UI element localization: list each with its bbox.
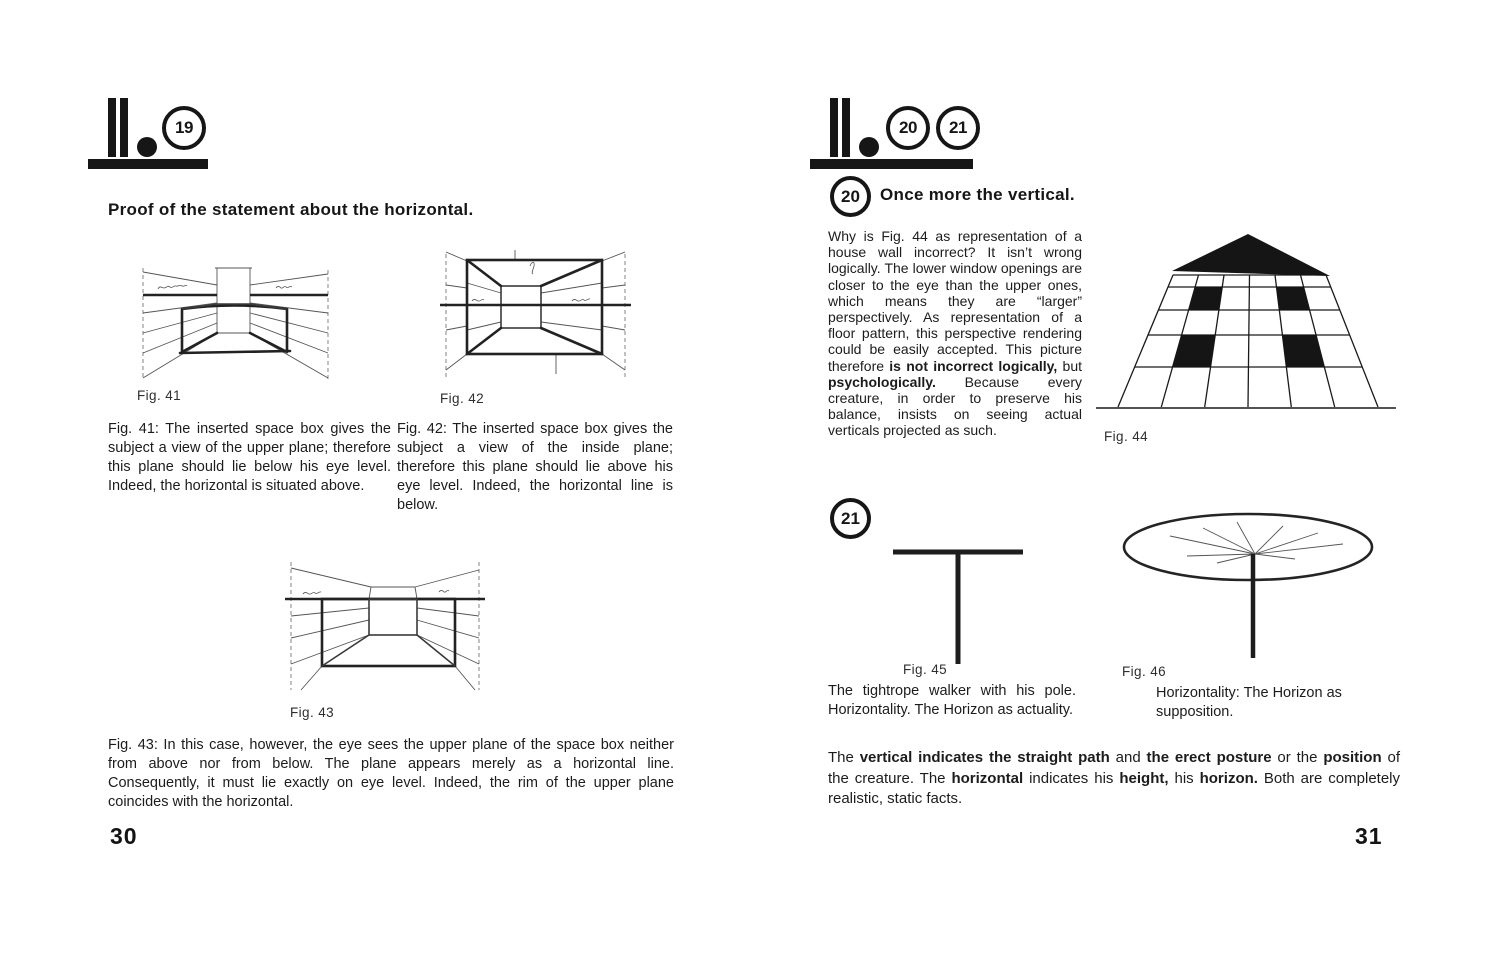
fig44-figure xyxy=(1096,228,1398,445)
page-heading: Proof of the statement about the horizontal. xyxy=(108,200,474,219)
chapter-logo-right xyxy=(810,95,1020,175)
page-number-right: 31 xyxy=(1355,823,1383,849)
section-number-badge xyxy=(886,106,930,150)
section-number-badge xyxy=(162,106,206,150)
chapter-logo-left xyxy=(88,95,298,175)
fig44-drawing xyxy=(1096,228,1396,420)
fig42-caption: Fig. 42: The inserted space box gives the subject a view of the inside plane; therefore this plane should lie above his eye level. Indeed, the horizontal line is below. xyxy=(397,421,673,513)
section-20-heading: Once more the vertical. xyxy=(880,185,1075,204)
fig43-drawing xyxy=(283,558,488,698)
fig41-caption: Fig. 41: The inserted space box gives the subject a view of the upper plane; therefore this plane should lie below his eye level. Indeed, the horizontal is situated above. xyxy=(108,421,391,494)
fig42-drawing xyxy=(438,248,633,388)
fig44-label: Fig. 44 xyxy=(1104,429,1149,445)
page-number-left: 30 xyxy=(110,823,138,849)
fig45-label: Fig. 45 xyxy=(903,662,948,677)
badge-label: 20 xyxy=(841,186,860,206)
fig46-label: Fig. 46 xyxy=(1122,664,1167,679)
logo-dot-icon xyxy=(859,137,879,157)
fig43-label: Fig. 43 xyxy=(290,705,335,720)
badge-label: 19 xyxy=(175,118,193,137)
section-number-badge xyxy=(936,106,980,150)
fig41-label: Fig. 41 xyxy=(137,388,182,403)
fig43-caption: Fig. 43: In this case, however, the eye sees the upper plane of the space box neither from above nor from below. The plane appears merely as a horizontal line. Consequently, it must lie exactly on eye level. Indeed, the rim of the upper plane coincides with the horizontal. xyxy=(108,737,674,810)
fig46-caption: Horizontality: The Horizon as supposition. xyxy=(1156,685,1342,720)
logo-bar-icon xyxy=(108,98,116,157)
fig41-drawing xyxy=(118,258,353,393)
badge-label: 21 xyxy=(841,508,860,528)
fig45-caption: The tightrope walker with his pole. Horizontality. The Horizon as actuality. xyxy=(828,683,1076,718)
logo-bar-icon xyxy=(120,98,128,157)
fig42-label: Fig. 42 xyxy=(440,391,485,406)
fig46-drawing xyxy=(1115,500,1387,665)
logo-baseline xyxy=(88,159,208,169)
logo-bar-icon xyxy=(830,98,838,157)
badge-label: 21 xyxy=(949,118,967,137)
section-20-badge xyxy=(830,176,871,217)
logo-dot-icon xyxy=(137,137,157,157)
logo-baseline xyxy=(810,159,973,169)
section-20-paragraph: Why is Fig. 44 as representation of a house wall incorrect? It isn’t wrong logically. The lower window openings are closer to the eye than the upper ones, which means they are “larger” perspectively. As representation of a floor pattern, this perspective rendering could be easily accepted. This picture therefore is not incorrect logically, but psychologically. Because every creature, in order to preserve his balance, insists on seeing actual verticals projected as such. xyxy=(828,228,1082,439)
section-21-badge xyxy=(830,498,871,539)
logo-bar-icon xyxy=(842,98,850,157)
badge-label: 20 xyxy=(899,118,917,137)
section-20-paragraph-block xyxy=(828,228,1398,449)
closing-paragraph: The vertical indicates the straight path and the erect posture or the position of the creature. The horizontal indicates his height, his horizon. Both are completely realistic, static facts. xyxy=(828,749,1401,807)
fig45-drawing xyxy=(878,538,1038,668)
